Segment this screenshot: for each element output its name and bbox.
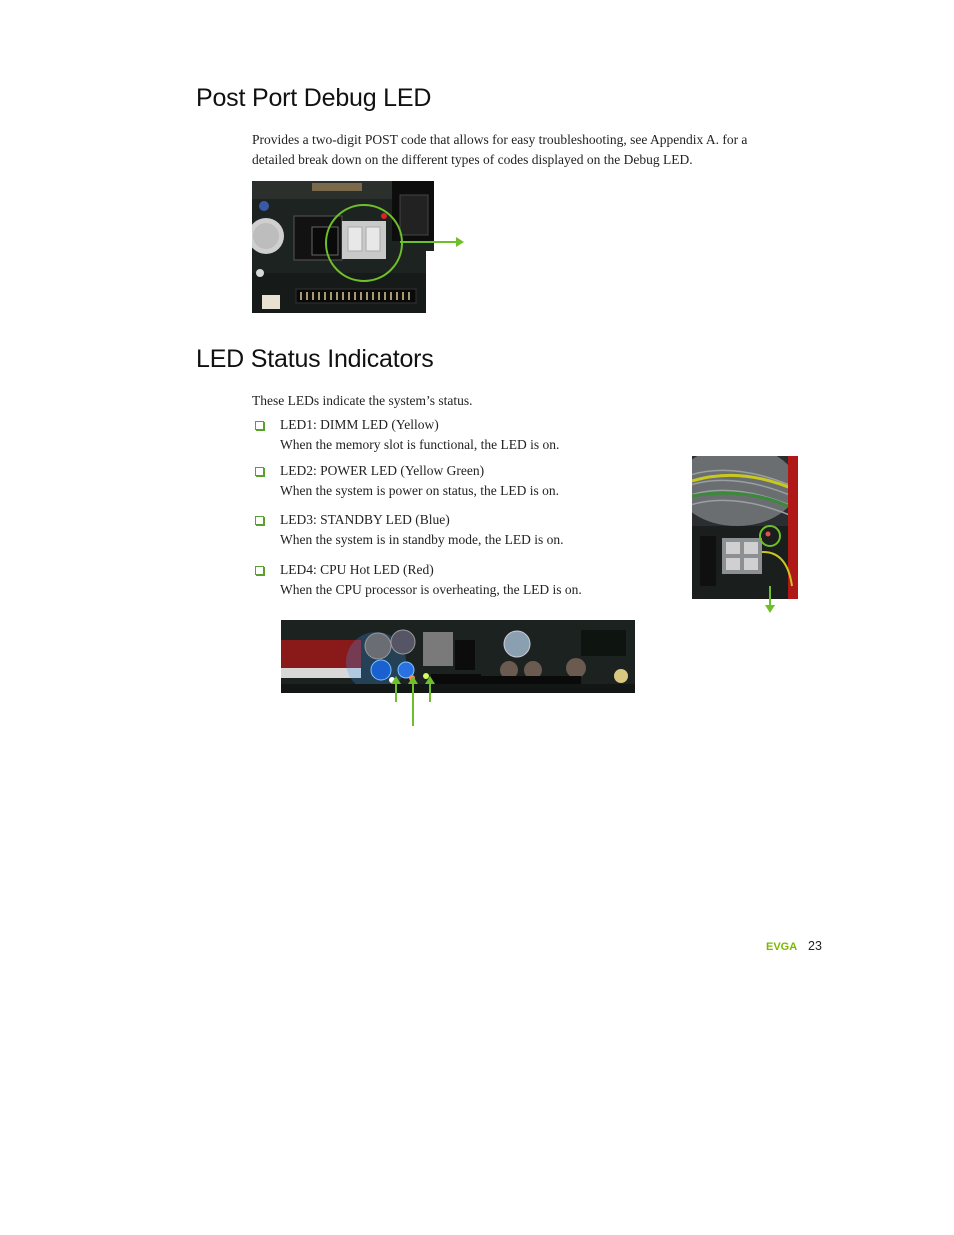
checkbox-bullet-icon bbox=[255, 516, 264, 525]
checkbox-bullet-icon bbox=[255, 566, 264, 575]
side-led-pointer-arrow bbox=[764, 586, 776, 614]
led-side-photo bbox=[692, 456, 798, 599]
led-item-title: LED2: POWER LED (Yellow Green) bbox=[280, 463, 485, 478]
checkbox-bullet-icon bbox=[255, 467, 264, 476]
section-title-post-debug: Post Port Debug LED bbox=[196, 84, 432, 112]
page-number: 23 bbox=[808, 939, 822, 953]
led-item-desc: When the system is power on status, the LED is on. bbox=[280, 483, 559, 498]
led-strip-photo bbox=[281, 620, 640, 693]
post-debug-paragraph: Provides a two-digit POST code that allows for easy troubleshooting, see Appendix A. for a detailed break down on the different types of codes displayed on the Debug LED. bbox=[252, 132, 748, 167]
led-item-desc: When the memory slot is functional, the LED is on. bbox=[280, 437, 560, 452]
led-item-title: LED4: CPU Hot LED (Red) bbox=[280, 562, 434, 577]
footer-brand: EVGA bbox=[766, 941, 798, 953]
led-item-desc: When the CPU processor is overheating, the LED is on. bbox=[280, 582, 582, 597]
led-status-intro: These LEDs indicate the system’s status. bbox=[252, 393, 473, 408]
led-item-title: LED1: DIMM LED (Yellow) bbox=[280, 417, 439, 432]
led-item-title: LED3: STANDBY LED (Blue) bbox=[280, 512, 450, 527]
debug-led-pointer-arrow bbox=[400, 236, 466, 248]
led-item-desc: When the system is in standby mode, the LED is on. bbox=[280, 532, 564, 547]
led-strip-pointer-arrows bbox=[388, 670, 438, 728]
section-title-led-status: LED Status Indicators bbox=[196, 345, 434, 373]
checkbox-bullet-icon bbox=[255, 421, 264, 430]
